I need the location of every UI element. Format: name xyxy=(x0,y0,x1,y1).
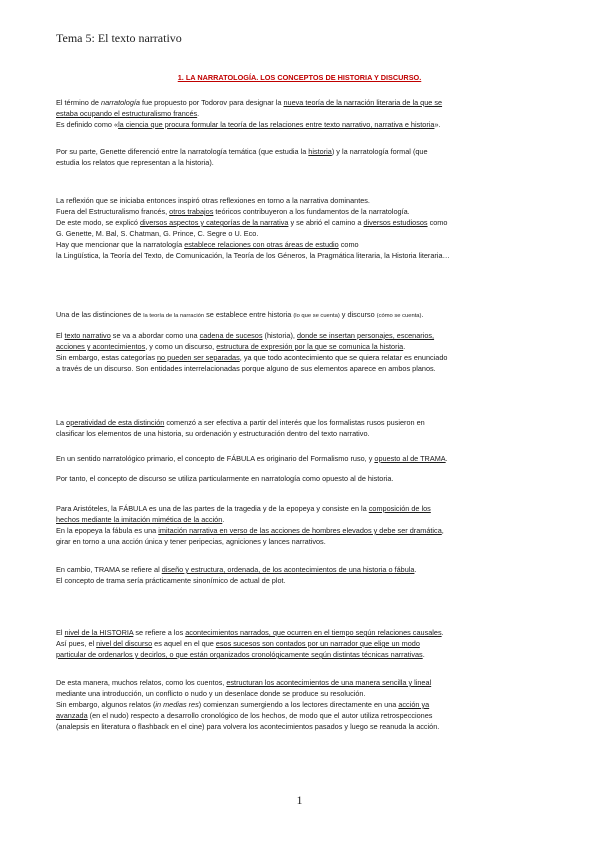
running-header: Tema 5: El texto narrativo xyxy=(56,31,182,45)
text-line: Hay que mencionar que la narratología establece relaciones con otras áreas de estudio como xyxy=(56,240,359,249)
text-line: clasificar los elementos de una historia, su ordenación y estructuración dentro del texto narrativo. xyxy=(56,429,370,438)
paragraph-discurso xyxy=(56,473,548,484)
text-line: De este modo, se explicó diversos aspectos y categorías de la narrativa y se abrió el camino a diversos estudiosos como xyxy=(56,218,448,227)
text-line: G. Genette, M. Bal, S. Chatman, G. Prince, C. Segre o U. Eco. xyxy=(56,229,259,238)
text-line: estaba ocupando el estructuralismo francés. xyxy=(56,109,200,118)
text-line: La operatividad de esta distinción comenzó a ser efectiva a partir del interés que los formalistas rusos pusieron en xyxy=(56,418,425,427)
text-line: En un sentido narratológico primario, el concepto de FÁBULA es originario del Formalismo ruso, y opuesto al de TRAMA. xyxy=(56,454,448,463)
paragraph-fabula-trama xyxy=(56,453,548,464)
paragraph-trama xyxy=(56,564,548,586)
paragraph-genette xyxy=(56,146,548,168)
text-line: Sin embargo, algunos relatos (in medias res) comienzan sumergiendo a los lectores directamente en una acción ya xyxy=(56,700,430,709)
text-line: particular de ordenarlos y decirlos, o que están organizados cronológicamente según distintas técnicas narrativas. xyxy=(56,650,425,659)
paragraph-niveles xyxy=(56,627,548,660)
section-title: 1. LA NARRATOLOGÍA. LOS CONCEPTOS DE HISTORIA Y DISCURSO. xyxy=(177,73,422,82)
paragraph-aristoteles xyxy=(56,503,548,547)
text-line: hechos mediante la imitación mimética de la acción. xyxy=(56,515,225,524)
text-line: En cambio, TRAMA se refiere al diseño y estructura, ordenada, de los acontecimientos de una historia o fábula. xyxy=(56,565,417,574)
text-line: Por tanto, el concepto de discurso se utiliza particularmente en narratología como opuesto al de historia. xyxy=(56,474,394,483)
text-line: El texto narrativo se va a abordar como una cadena de sucesos (historia), donde se insertan personajes, escenarios, xyxy=(56,331,435,340)
page-number: 1 xyxy=(296,793,303,807)
text-line: mediante una introducción, un conflicto o nudo y un desenlace donde se produce su resolución. xyxy=(56,689,366,698)
paragraph-relatos xyxy=(56,677,548,732)
text-line: De esta manera, muchos relatos, como los cuentos, estructuran los acontecimientos de una manera sencilla y lineal xyxy=(56,678,432,687)
text-line: girar en torno a una acción única y tener peripecias, agniciones y lances narrativos. xyxy=(56,537,326,546)
text-line: Es definido como «la ciencia que procura formular la teoría de las relaciones entre texto narrativo, narrativa e historia». xyxy=(56,120,441,129)
text-line: La reflexión que se iniciaba entonces inspiró otras reflexiones en torno a la narrativa dominantes. xyxy=(56,196,370,205)
paragraph-operatividad xyxy=(56,417,548,439)
text-line: Así pues, el nivel del discurso es aquel en el que esos sucesos son contados por un narrador que elige un modo xyxy=(56,639,420,648)
text-line: En la epopeya la fábula es una imitación narrativa en verso de las acciones de hombres elevados y debe ser dramática, xyxy=(56,526,444,535)
text-line: El término de narratología fue propuesto por Todorov para designar la nueva teoría de la narración literaria de la que se xyxy=(56,98,443,107)
text-line: El nivel de la HISTORIA se refiere a los acontecimientos narrados, que ocurren en el tiempo según relaciones causales. xyxy=(56,628,444,637)
paragraph-narratologia xyxy=(56,97,548,130)
text-line: estudia los relatos que representan a la historia). xyxy=(56,158,214,167)
text-line: acciones y acontecimientos, y como un discurso, estructura de expresión por la que se comunica la historia. xyxy=(56,342,406,351)
paragraph-reflexion xyxy=(56,195,548,261)
text-line: El concepto de trama sería prácticamente sinonímico de actual de plot. xyxy=(56,576,286,585)
text-line: la Lingüística, la Teoría del Texto, de Comunicación, la Teoría de los Géneros, la Pragmática literaria, la Historia literaria… xyxy=(56,251,450,260)
paragraph-distinciones xyxy=(56,309,548,322)
text-line: Una de las distinciones de la teoría de la narración se establece entre historia (lo que se cuenta) y discurso (cómo se cuenta). xyxy=(56,310,424,319)
text-line: a través de un discurso. Son entidades interrelacionadas porque alguno de sus elementos aparece en ambos planos. xyxy=(56,364,436,373)
text-line: Por su parte, Genette diferenció entre la narratología temática (que estudia la historia) y la narratología formal (que xyxy=(56,147,428,156)
text-line: Para Aristóteles, la FÁBULA es una de las partes de la tragedia y de la epopeya y consiste en la composición de los xyxy=(56,504,431,513)
text-line: avanzada (en el nudo) respecto a desarrollo cronológico de los hechos, de modo que el autor utiliza retrospecciones xyxy=(56,711,433,720)
text-line: Sin embargo, estas categorías no pueden ser separadas, ya que todo acontecimiento que se quiera relatar es enunciado xyxy=(56,353,448,362)
paragraph-texto-narrativo xyxy=(56,330,548,374)
text-line: (analepsis en literatura o flashback en el cine) para volvera los acontecimientos pasados y luego se reanuda la acción. xyxy=(56,722,440,731)
text-line: Fuera del Estructuralismo francés, otros trabajos teóricos contribuyeron a los fundamentos de la narratología. xyxy=(56,207,410,216)
